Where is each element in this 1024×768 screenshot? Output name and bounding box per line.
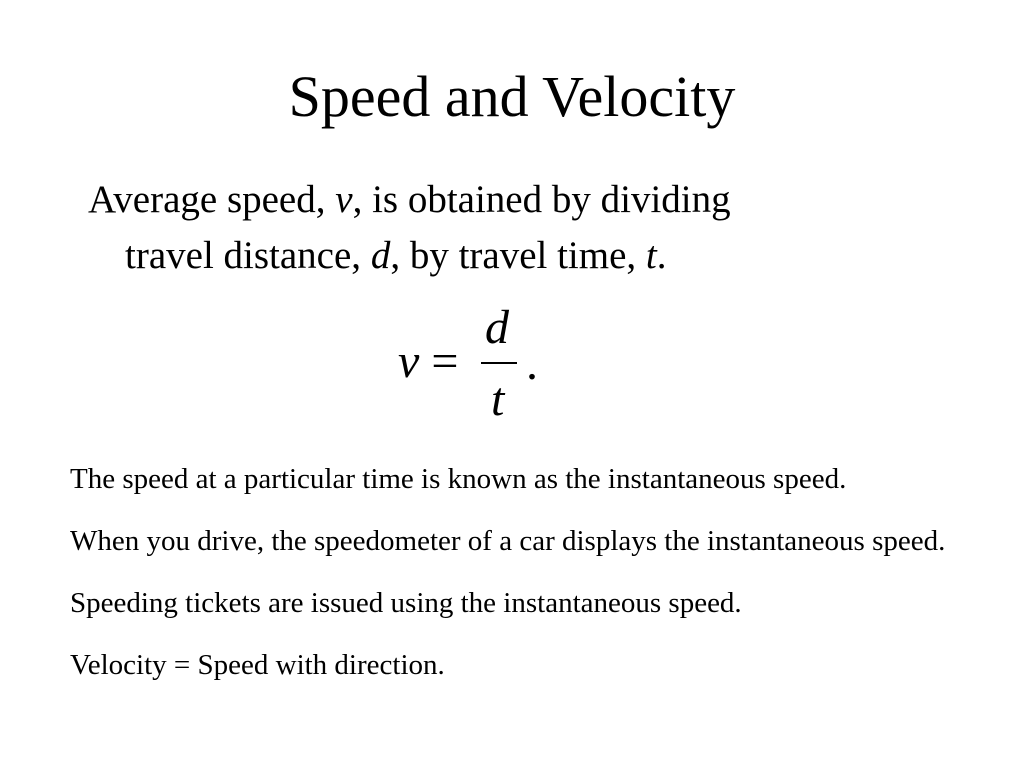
paragraph-velocity: Velocity = Speed with direction. bbox=[70, 649, 445, 681]
formula-lhs bbox=[398, 332, 458, 392]
average-speed-bullet bbox=[88, 172, 888, 284]
variable-t: t bbox=[645, 234, 657, 277]
formula-period: . bbox=[526, 337, 538, 390]
bullet-text: Average speed, bbox=[88, 178, 336, 221]
bullet-text: . bbox=[656, 234, 667, 277]
bullet-text: , by travel time, bbox=[390, 234, 646, 277]
paragraph-speedometer: When you drive, the speedometer of a car displays the instantaneous speed. bbox=[70, 525, 946, 557]
body-paragraphs bbox=[70, 458, 950, 686]
formula-denominator: t bbox=[491, 373, 505, 426]
paragraph-instantaneous-speed: The speed at a particular time is known as the instantaneous speed. bbox=[70, 463, 847, 495]
formula-numerator: d bbox=[485, 301, 509, 354]
variable-d: d bbox=[370, 234, 391, 277]
bullet-text: , is obtained by dividing bbox=[352, 178, 731, 221]
formula-equals: = bbox=[431, 335, 459, 388]
slide-title: Speed and Velocity bbox=[288, 64, 736, 129]
formula-v: v bbox=[398, 335, 420, 388]
variable-v: v bbox=[335, 178, 353, 221]
bullet-line-2 bbox=[88, 228, 888, 284]
speed-formula bbox=[398, 300, 558, 425]
bullet-text: travel distance, bbox=[125, 234, 371, 277]
fraction-bar bbox=[481, 362, 517, 364]
paragraph-speeding-tickets: Speeding tickets are issued using the instantaneous speed. bbox=[70, 587, 742, 619]
